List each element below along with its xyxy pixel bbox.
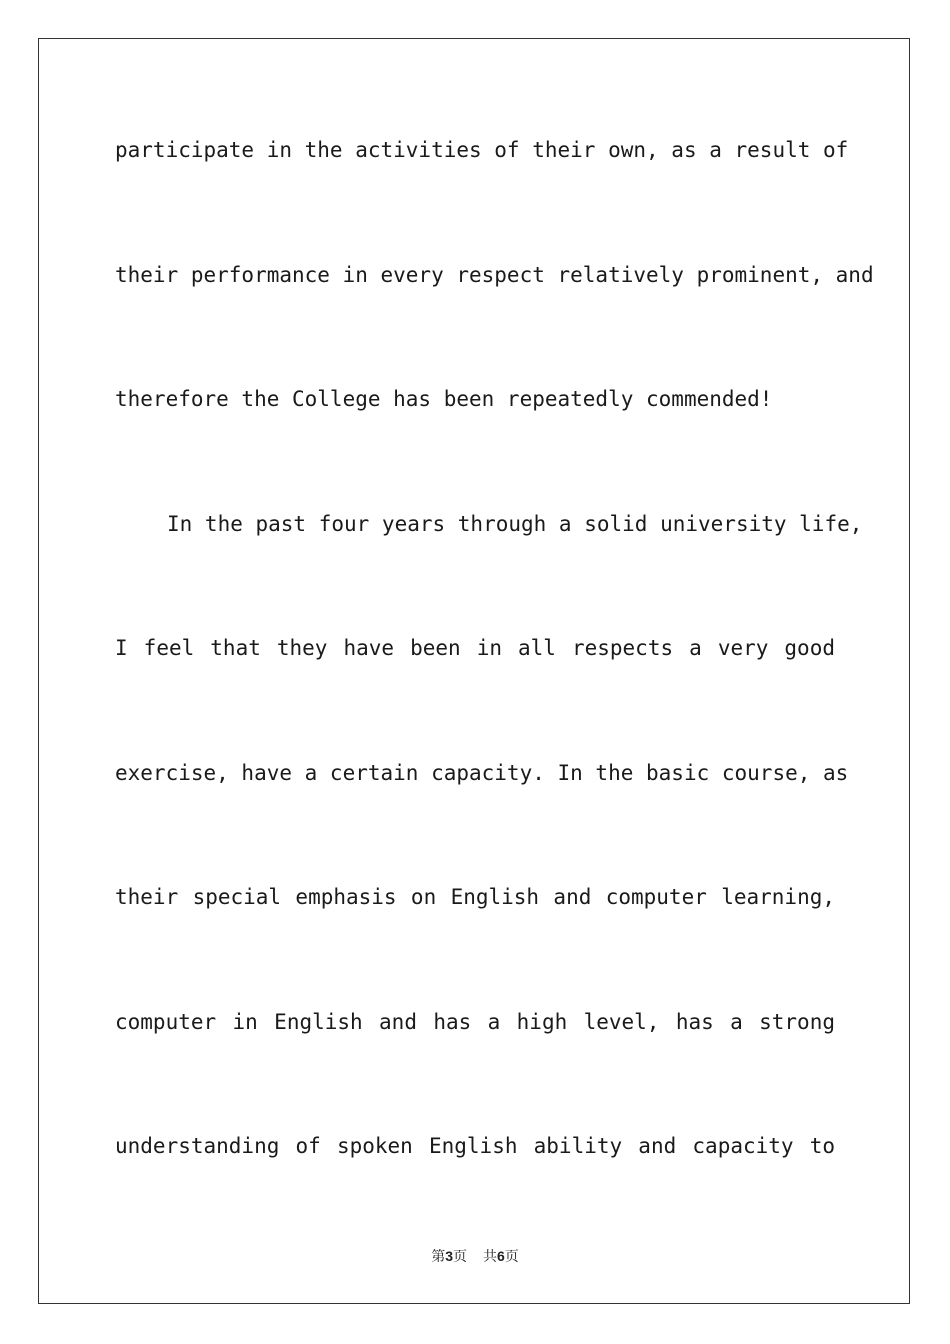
text-line: computer in English and has a high level, has a strong	[115, 1009, 835, 1034]
document-body	[115, 124, 874, 1245]
page-prefix: 第	[431, 1249, 446, 1265]
text-line: their special emphasis on English and computer learning,	[115, 885, 835, 909]
page-number: 3	[445, 1248, 453, 1264]
page-suffix: 页	[453, 1249, 467, 1265]
text-line: I feel that they have been in all respects a very good	[115, 636, 835, 660]
text-line: participate in the activities of their own, as a result of	[115, 138, 849, 162]
total-pages: 6	[497, 1248, 505, 1264]
text-line: their performance in every respect relatively prominent, and	[115, 262, 874, 287]
text-line: understanding of spoken English ability and capacity to	[115, 1134, 835, 1158]
paragraph-first-line: In the past four years through a solid university life,	[167, 511, 863, 536]
page-footer	[0, 1246, 950, 1266]
text-line: exercise, have a certain capacity. In the basic course, as	[115, 760, 849, 785]
text-line: therefore the College has been repeatedly commended!	[115, 387, 773, 411]
total-suffix: 页	[504, 1249, 519, 1265]
total-prefix: 共	[483, 1249, 497, 1265]
